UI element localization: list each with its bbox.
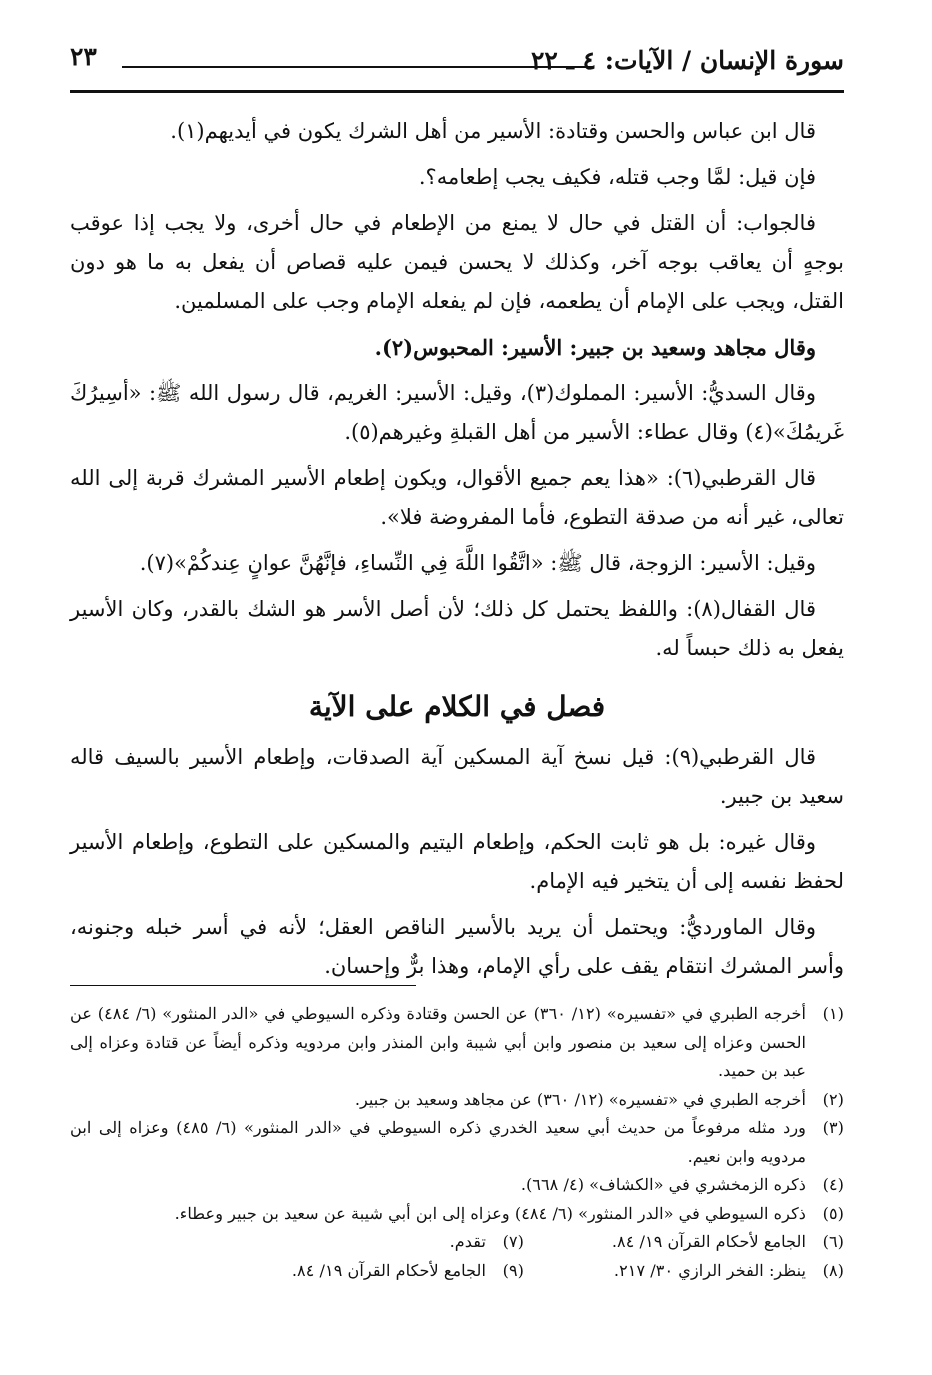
footnote-number: (٥): [822, 1203, 844, 1223]
footnote-number: (٣): [822, 1118, 844, 1137]
footnote-pair-row: [70, 1228, 844, 1257]
footnote-text: تقدم.: [449, 1232, 486, 1251]
paragraph: فإن قيل: لمَّا وجب قتله، فكيف يجب إطعامه؟.: [418, 165, 816, 189]
paragraph: قال القرطبي(٦): «هذا يعم جميع الأقوال، ويكون إطعام الأسير المشرك قربة إلى الله تعالى، غير أنه من صدقة التطوع، فأما المفروضة فلا».: [70, 466, 844, 529]
page-number: ٢٣: [70, 42, 97, 71]
footnote: [70, 1171, 844, 1200]
footnote: [70, 1086, 844, 1115]
paragraph: وقال غيره: بل هو ثابت الحكم، وإطعام اليتيم والمسكين على التطوع، وإطعام الأسير لحفظ نفسه إلى أن يتخير فيه الإمام.: [70, 830, 844, 893]
footnote: [524, 1257, 844, 1286]
footnote-text: ورد مثله مرفوعاً من حديث أبي سعيد الخدري ذكره السيوطي في «الدر المنثور» (٦/ ٤٨٥) وعزاه إلى ابن مردويه وابن نعيم.: [70, 1118, 806, 1166]
footnote-text: أخرجه الطبري في «تفسيره» (١٢/ ٣٦٠) عن مجاهد وسعيد بن جبير.: [354, 1089, 806, 1109]
footnote-text: الجامع لأحكام القرآن ١٩/ ٨٤.: [291, 1260, 486, 1280]
footnote-text: ينظر: الفخر الرازي ٣٠/ ٢١٧.: [613, 1260, 806, 1280]
main-text: [70, 112, 844, 993]
paragraph: فالجواب: أن القتل في حال لا يمنع من الإطعام في حال أخرى، ولا يجب إذا عوقب بوجهٍ أن يعاقب بوجه آخر، وكذلك لا يحسن فيمن عليه قصاص أن يفعل به ما هو دون القتل، ويجب على الإمام أن يطعمه، فإن لم يفعله الإمام وجب على المسلمين.: [70, 211, 844, 313]
section-heading: فصل في الكلام على الآية: [308, 690, 606, 723]
footnotes: [70, 1000, 844, 1285]
footnote-text: الجامع لأحكام القرآن ١٩/ ٨٤.: [611, 1232, 806, 1251]
footnote: [70, 1114, 844, 1171]
running-title: سورة الإنسان / الآيات: ٤ ـ ٢٢: [531, 46, 844, 75]
footnote-number: (٦): [822, 1232, 844, 1251]
paragraph: وقال الماورديُّ: ويحتمل أن يريد بالأسير الناقص العقل؛ لأنه في أسر خبله وجنونه، وأسر المشرك انتقام يقف على رأي الإمام، وهذا برٌّ وإحسان.: [70, 915, 844, 978]
footnote-text: ذكره السيوطي في «الدر المنثور» (٦/ ٤٨٤) وعزاه إلى ابن أبي شيبة عن سعيد بن جبير وعطاء.: [174, 1203, 806, 1223]
footnote-number: (٨): [822, 1260, 844, 1280]
header-rule: [122, 66, 594, 68]
footnote: [524, 1228, 844, 1257]
footnote: [70, 1000, 844, 1086]
footnote-number: (٧): [502, 1232, 524, 1251]
footnote-number: (١): [822, 1004, 844, 1023]
header-bottom-rule: [70, 90, 844, 93]
footnote: [204, 1228, 524, 1257]
footnote-pair-row: [70, 1257, 844, 1286]
footnote-text: ذكره الزمخشري في «الكشاف» (٤/ ٦٦٨).: [520, 1175, 806, 1194]
paragraph: وقال السديُّ: الأسير: المملوك(٣)، وقيل: الأسير: الغريم، قال رسول الله ﷺ: «أسِيرُكَ غَريمُكَ»(٤) وقال عطاء: الأسير من أهل القبلةِ وغيرهم(٥).: [70, 381, 844, 444]
footnote-text: أخرجه الطبري في «تفسيره» (١٢/ ٣٦٠) عن الحسن وقتادة وذكره السيوطي في «الدر المنثور» (٦/ ٤٨٤) عن الحسن وعزاه إلى سعيد بن منصور وابن أبي شيبة وابن المنذر وابن مردويه وذكره أيضاً عن قتادة وعزاه إلى عبد بن حميد.: [70, 1004, 806, 1080]
footnote: [70, 1200, 844, 1229]
paragraph: وقال مجاهد وسعيد بن جبير: الأسير: المحبوس(٢).: [374, 335, 816, 360]
footnote: [204, 1257, 524, 1286]
footnote-number: (٤): [822, 1175, 844, 1194]
paragraph: قال القفال(٨): واللفظ يحتمل كل ذلك؛ لأن أصل الأسر هو الشك بالقدر، وكان الأسير يفعل به ذلك حبساً له.: [70, 597, 844, 660]
footnote-number: (٢): [822, 1089, 844, 1109]
footnote-separator: [70, 985, 416, 986]
footnote-number: (٩): [502, 1260, 524, 1280]
paragraph: وقيل: الأسير: الزوجة، قال ﷺ: «اتَّقُوا اللَّهَ فِي النِّساءِ، فإنَّهُنَّ عوانٍ عِندكُمْ»(٧).: [139, 551, 816, 575]
paragraph: قال القرطبي(٩): قيل نسخ آية المسكين آية الصدقات، وإطعام الأسير بالسيف قاله سعيد بن جبير.: [70, 745, 844, 808]
page-header: [70, 38, 844, 96]
paragraph: قال ابن عباس والحسن وقتادة: الأسير من أهل الشرك يكون في أيديهم(١).: [170, 119, 816, 143]
